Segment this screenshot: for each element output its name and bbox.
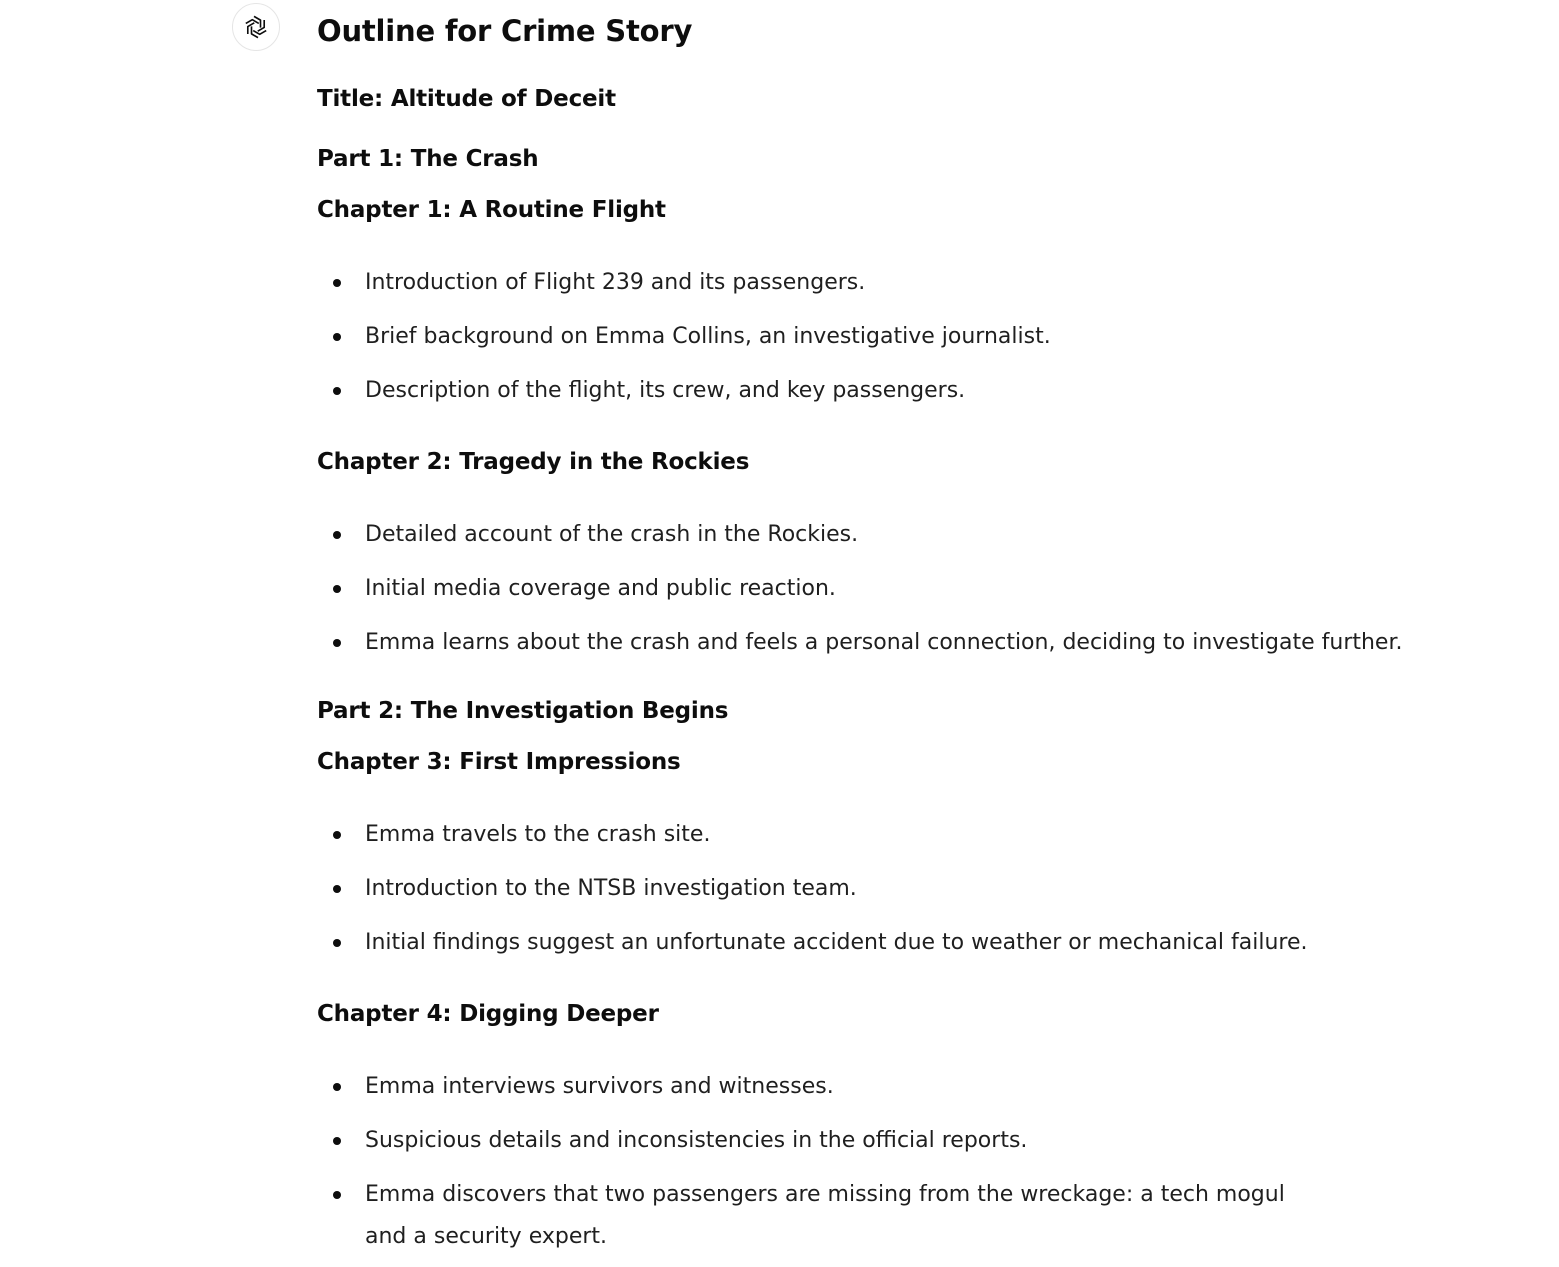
bullet-icon bbox=[333, 387, 341, 395]
list-item-text: Initial findings suggest an unfortunate accident due to weather or mechanical failure. bbox=[365, 930, 1308, 955]
list-item-text: Initial media coverage and public reaction. bbox=[365, 576, 836, 601]
chapter-1-heading: Chapter 1: A Routine Flight bbox=[317, 197, 666, 223]
bullet-icon bbox=[333, 279, 341, 287]
part-1-heading: Part 1: The Crash bbox=[317, 146, 539, 172]
bullet-icon bbox=[333, 333, 341, 341]
message-heading: Outline for Crime Story bbox=[317, 14, 693, 48]
list-item-text: Emma discovers that two passengers are missing from the wreckage: a tech mogul and a security expert. bbox=[365, 1182, 1285, 1249]
openai-logo-icon bbox=[241, 12, 271, 42]
list-item-text: Emma learns about the crash and feels a personal connection, deciding to investigate further. bbox=[365, 630, 1403, 655]
bullet-icon bbox=[333, 1083, 341, 1091]
bullet-icon bbox=[333, 531, 341, 539]
chapter-3-heading: Chapter 3: First Impressions bbox=[317, 749, 681, 775]
list-item-text: Emma travels to the crash site. bbox=[365, 822, 711, 847]
list-item-text: Description of the flight, its crew, and key passengers. bbox=[365, 378, 966, 403]
chapter-2-heading: Chapter 2: Tragedy in the Rockies bbox=[317, 449, 750, 475]
part-2-heading: Part 2: The Investigation Begins bbox=[317, 698, 729, 724]
bullet-icon bbox=[333, 1191, 341, 1199]
list-item-text: Detailed account of the crash in the Rockies. bbox=[365, 522, 859, 547]
list-item-text: Brief background on Emma Collins, an investigative journalist. bbox=[365, 324, 1051, 349]
list-item-text: Suspicious details and inconsistencies in the official reports. bbox=[365, 1128, 1028, 1153]
bullet-icon bbox=[333, 831, 341, 839]
list-item-text: Introduction to the NTSB investigation team. bbox=[365, 876, 857, 901]
list-item-text: Introduction of Flight 239 and its passengers. bbox=[365, 270, 866, 295]
bullet-icon bbox=[333, 639, 341, 647]
bullet-icon bbox=[333, 885, 341, 893]
bullet-icon bbox=[333, 939, 341, 947]
story-title: Title: Altitude of Deceit bbox=[317, 86, 616, 112]
bullet-icon bbox=[333, 585, 341, 593]
chapter-4-heading: Chapter 4: Digging Deeper bbox=[317, 1001, 659, 1027]
bullet-icon bbox=[333, 1137, 341, 1145]
assistant-avatar bbox=[232, 3, 280, 51]
list-item-text: Emma interviews survivors and witnesses. bbox=[365, 1074, 834, 1099]
